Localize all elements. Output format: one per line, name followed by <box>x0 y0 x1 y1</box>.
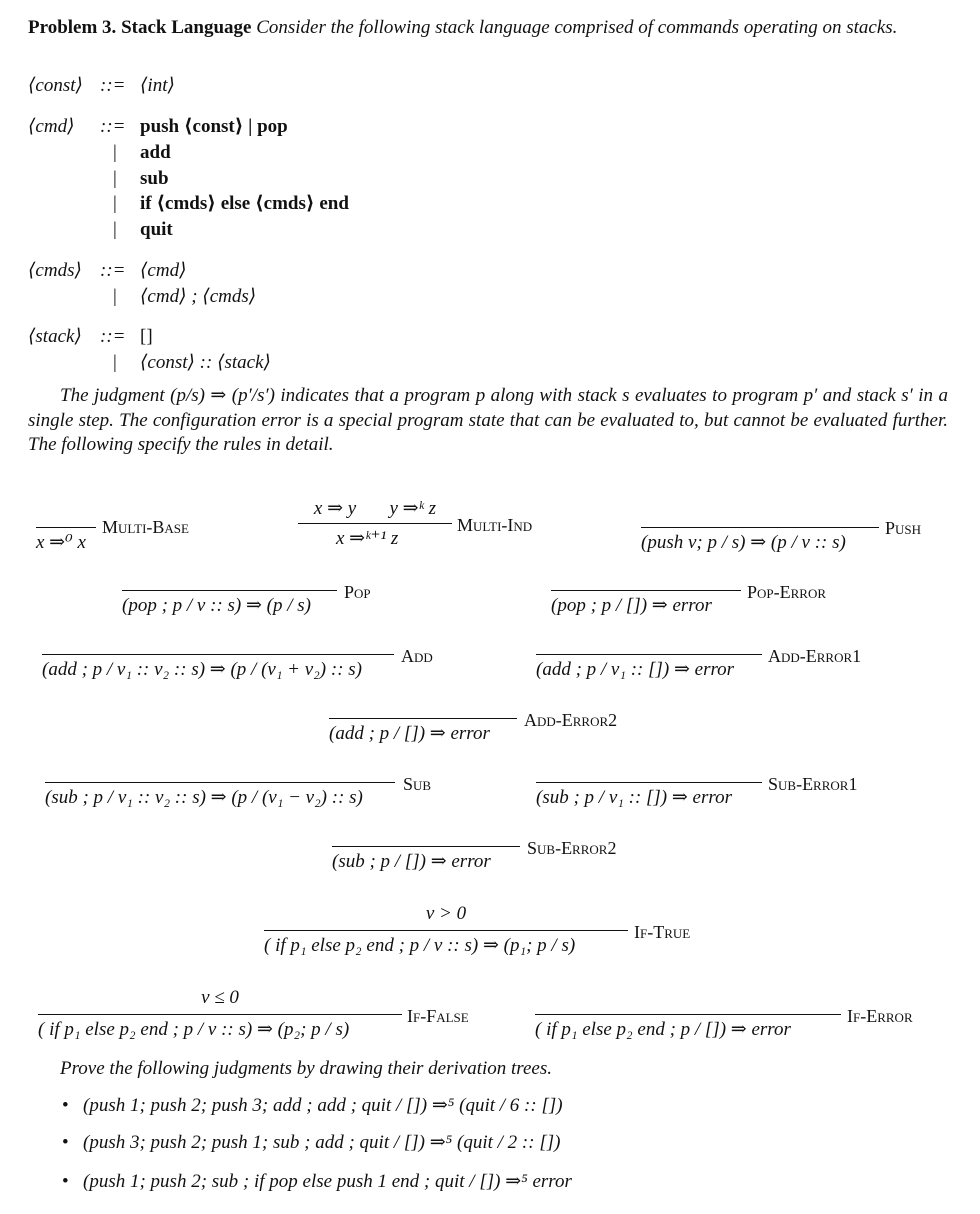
rule-conclusion: (sub ; p / v₁ :: v₂ :: s) ⇒ (p / (v₁ − v₂) :: s) <box>45 787 363 808</box>
grammar-lhs: ⟨cmds⟩ <box>28 260 82 281</box>
grammar-alt: add <box>140 142 171 163</box>
rule-conclusion: ( if p₁ else p₂ end ; p / v :: s) ⇒ (p₂; p / s) <box>38 1019 350 1040</box>
grammar-lhs: ⟨cmd⟩ <box>28 116 75 137</box>
problem-description: Consider the following stack language comprised of commands operating on stacks. <box>256 17 898 38</box>
rule-name: Multi-Ind <box>457 515 533 535</box>
rule-conclusion: (add ; p / v₁ :: v₂ :: s) ⇒ (p / (v₁ + v₂) :: s) <box>42 659 362 680</box>
prove-instructions: Prove the following judgments by drawing their derivation trees. <box>60 1058 553 1079</box>
grammar-bar: | <box>113 352 117 373</box>
rule-line <box>36 527 96 528</box>
rule-conclusion: (pop ; p / []) ⇒ error <box>551 595 712 616</box>
rule-line <box>329 718 517 719</box>
grammar-alt: push ⟨const⟩ | pop <box>140 116 288 137</box>
judgment-explanation: The judgment (p/s) ⇒ (p′/s′) indicates that a program p along with stack s evaluates to program p′ and stack s′ in a single step. The configuration error is a special program state that can be evaluated to, but cannot be evaluated further. The following specify the rules in detail. <box>28 385 948 456</box>
grammar-alt: quit <box>140 219 173 240</box>
problem-subtitle: Stack Language <box>121 17 252 38</box>
grammar-bar: | <box>113 219 117 240</box>
problem-intro <box>28 16 948 41</box>
bullet: • <box>62 1171 69 1192</box>
grammar-alt: if ⟨cmds⟩ else ⟨cmds⟩ end <box>140 193 349 214</box>
grammar-bar: | <box>113 286 117 307</box>
rule-name: Multi-Base <box>102 517 189 537</box>
rule-conclusion: (sub ; p / v₁ :: []) ⇒ error <box>536 787 732 808</box>
rule-line <box>332 846 520 847</box>
grammar-op: ::= <box>100 260 126 281</box>
rule-conclusion: (pop ; p / v :: s) ⇒ (p / s) <box>122 595 311 616</box>
grammar-lhs: ⟨const⟩ <box>28 75 83 96</box>
rule-line <box>551 590 741 591</box>
judgment-text: (push 1; push 2; push 3; add ; add ; quit / []) ⇒⁵ (quit / 6 :: []) <box>83 1095 563 1116</box>
rule-line <box>535 1014 841 1015</box>
grammar-alt: ⟨cmd⟩ ; ⟨cmds⟩ <box>140 286 257 307</box>
grammar-bar: | <box>113 168 117 189</box>
rule-line <box>42 654 394 655</box>
rule-conclusion: x ⇒⁰ x <box>36 532 86 553</box>
grammar-bar: | <box>113 142 117 163</box>
rule-name: Add-Error1 <box>768 646 862 666</box>
bullet: • <box>62 1132 69 1153</box>
grammar-op: ::= <box>100 326 126 347</box>
rule-line <box>122 590 337 591</box>
judgment-text: (push 3; push 2; push 1; sub ; add ; quit / []) ⇒⁵ (quit / 2 :: []) <box>83 1132 561 1153</box>
rule-name: Sub-Error2 <box>527 838 617 858</box>
rule-name: Push <box>885 518 922 538</box>
grammar-alt: ⟨cmd⟩ <box>140 260 187 281</box>
grammar-op: ::= <box>100 116 126 137</box>
grammar-alt: ⟨const⟩ :: ⟨stack⟩ <box>140 352 271 373</box>
rule-name: Pop-Error <box>747 582 827 602</box>
grammar-alt: ⟨int⟩ <box>140 75 175 96</box>
rule-name: If-False <box>407 1006 469 1026</box>
rule-premise: v > 0 <box>425 903 467 924</box>
rule-name: Sub <box>403 774 432 794</box>
rule-line <box>264 930 628 931</box>
rule-name: Add <box>401 646 433 666</box>
rule-name: Add-Error2 <box>524 710 618 730</box>
grammar-lhs: ⟨stack⟩ <box>28 326 82 347</box>
rule-conclusion: ( if p₁ else p₂ end ; p / v :: s) ⇒ (p₁; p / s) <box>264 935 576 956</box>
rule-line <box>536 654 762 655</box>
rule-conclusion: (add ; p / v₁ :: []) ⇒ error <box>536 659 735 680</box>
rule-name: Pop <box>344 582 371 602</box>
rule-premise: v ≤ 0 <box>201 987 239 1008</box>
rule-line <box>298 523 452 524</box>
grammar-bar: | <box>113 193 117 214</box>
rule-name: Sub-Error1 <box>768 774 858 794</box>
rule-premise: x ⇒ y y ⇒ᵏ z <box>313 498 437 519</box>
grammar-alt: [] <box>140 326 153 347</box>
rule-line <box>45 782 395 783</box>
rule-conclusion: x ⇒ᵏ⁺¹ z <box>336 528 399 549</box>
rule-name: If-Error <box>847 1006 913 1026</box>
rule-conclusion: (push v; p / s) ⇒ (p / v :: s) <box>641 532 846 553</box>
rule-conclusion: (add ; p / []) ⇒ error <box>329 723 490 744</box>
rule-line <box>38 1014 402 1015</box>
grammar-alt: sub <box>140 168 169 189</box>
rule-line <box>641 527 879 528</box>
judgment-text: (push 1; push 2; sub ; if pop else push 1 end ; quit / []) ⇒⁵ error <box>83 1171 572 1192</box>
problem-title: Problem 3. <box>28 17 117 38</box>
rule-line <box>536 782 762 783</box>
rule-conclusion: ( if p₁ else p₂ end ; p / []) ⇒ error <box>535 1019 791 1040</box>
grammar-op: ::= <box>100 75 126 96</box>
rule-name: If-True <box>634 922 691 942</box>
rule-conclusion: (sub ; p / []) ⇒ error <box>332 851 491 872</box>
bullet: • <box>62 1095 69 1116</box>
